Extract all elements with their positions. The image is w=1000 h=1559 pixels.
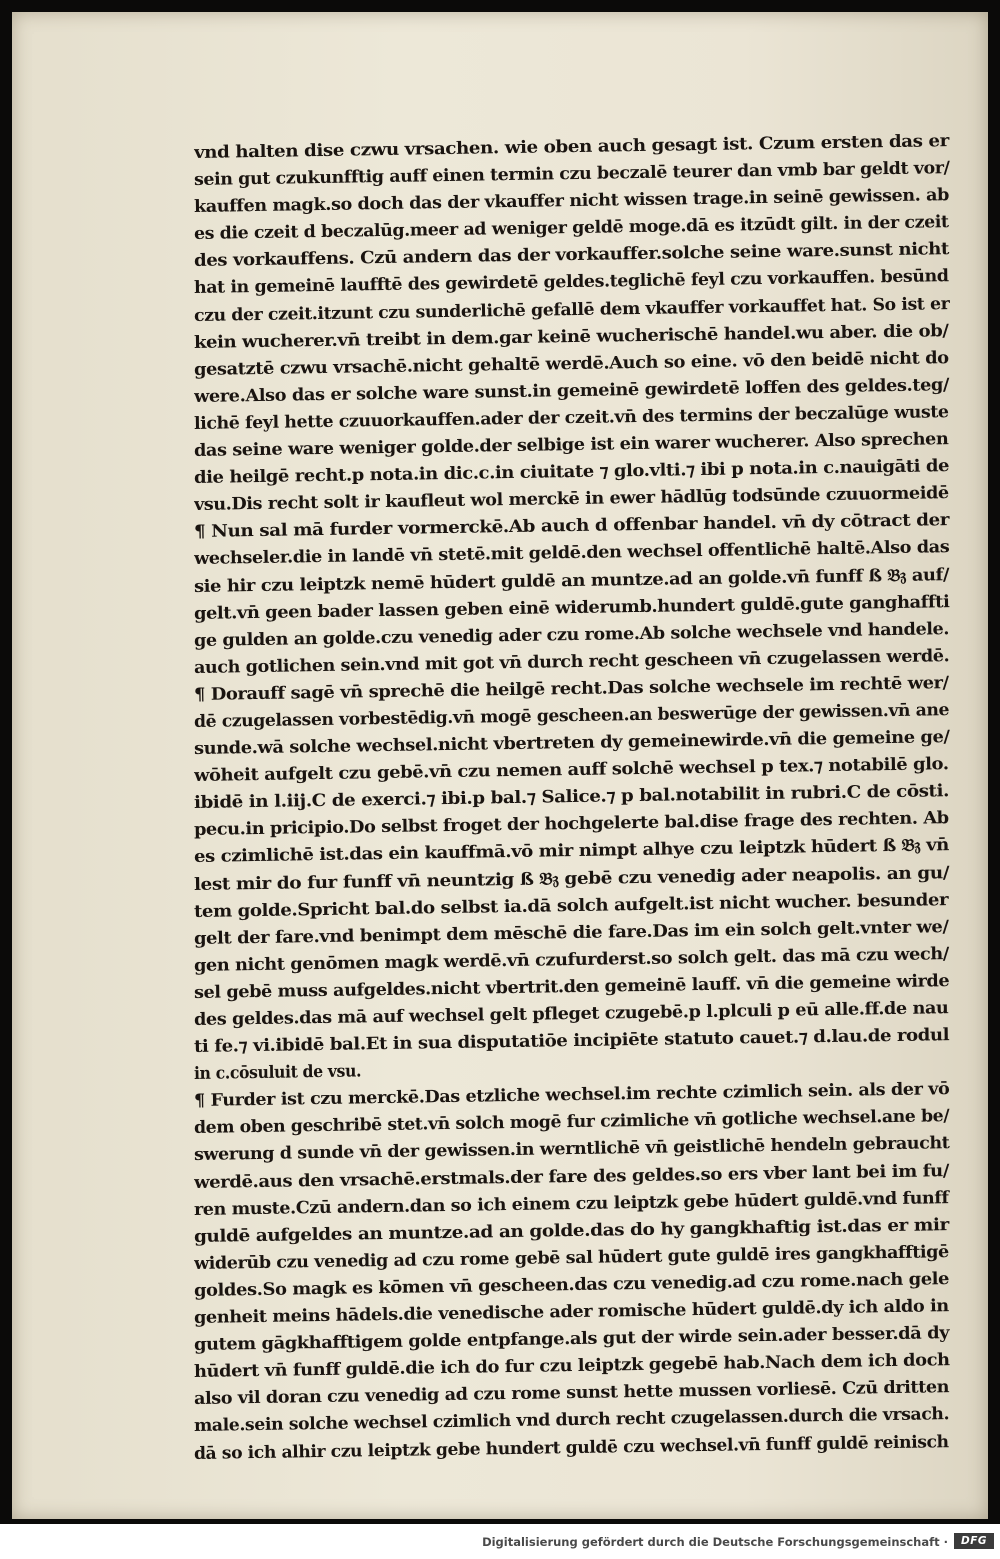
book-page — [12, 12, 988, 1519]
text-line: genheit meins hādels.die venedische ader romische hūdert guldē.dy ich aldo in — [193, 1296, 949, 1329]
text-line: dē czugelassen vorbestēdig.vn̄ mogē gescheen.an beswerūge der gewissen.vn̄ ane — [193, 700, 950, 732]
text-line: gutem gāgkhafftigem golde entpfange.als gut der wirde sein.ader besser.dā dy — [193, 1323, 950, 1356]
text-line: czu der czeit.itzunt czu sunderlichē gefallē dem vkauffer vorkauffet hat. So ist er — [193, 293, 950, 326]
text-line: dā so ich alhir czu leiptzk gebe hundert guldē czu wechsel.vn̄ funff guldē reinisch — [193, 1431, 949, 1464]
footer-bar — [0, 1524, 1000, 1559]
text-line: sunde.wā solche wechsel.nicht vbertreten dy gemeinewirde.vn̄ die gemeine ge/ — [193, 727, 950, 760]
text-line: gen nicht genōmen magk werdē.vn̄ czufurderst.so solch gelt. das mā czu wech/ — [193, 943, 950, 976]
text-line: ¶ Furder ist czu merckē.Das etzliche wechsel.im rechte czimlich sein. als der vō — [193, 1079, 950, 1112]
text-line: ibidē in l.iij.C de exerci.⁊ ibi.p bal.⁊ Salice.⁊ p bal.notabilit in rubri.C de cōsti. — [193, 781, 950, 814]
text-line: das seine ware weniger golde.der selbige ist ein warer wucherer. Also sprechen — [193, 429, 949, 462]
text-line: sel gebē muss aufgeldes.nicht vbertrit.den gemeinē lauff. vn̄ die gemeine wirde — [193, 971, 950, 1003]
text-line: des vorkauffens. Czū andern das der vorkauffer.solche seine ware.sunst nicht — [193, 239, 950, 272]
dfg-logo: DFG — [954, 1533, 994, 1549]
text-line: pecu.in pricipio.Do selbst froget der hochgelerte bal.dise frage des rechten. Ab — [193, 808, 949, 841]
text-line: swerung d sunde vn̄ der gewissen.in werntlichē vn̄ geistlichē hendeln gebraucht — [193, 1133, 950, 1166]
text-line: vnd halten dise czwu vrsachen. wie oben auch gesagt ist. Czum ersten das er — [193, 131, 949, 163]
text-line: kein wucherer.vn̄ treibt in dem.gar keinē wucherischē handel.wu aber. die ob/ — [193, 320, 949, 353]
text-line: lichē feyl hette czuuorkauffen.ader der czeit.vn̄ des termins der beczalūge wuste — [193, 402, 949, 434]
text-line: wōheit aufgelt czu gebē.vn̄ czu nemen auff solchē wechsel p tex.⁊ notabilē glo. — [193, 754, 949, 787]
text-line: sein gut czukunfftig auff einen termin czu beczalē teurer dan vmb bar geldt vor/ — [193, 158, 950, 191]
text-line: sie hir czu leiptzk nemē hūdert guldē an muntze.ad an golde.vn̄ funff ß 𝔅𝔷 auf/ — [193, 564, 950, 597]
text-line: ge gulden an golde.czu venedig ader czu rome.Ab solche wechsele vnd handele. — [193, 618, 950, 651]
text-line: ¶ Dorauff sagē vn̄ sprechē die heilgē recht.Das solche wechsele im rechtē wer/ — [193, 673, 949, 705]
text-line: ¶ Nun sal mā furder vormerckē.Ab auch d offenbar handel. vn̄ dy cōtract der — [193, 510, 950, 543]
text-line: were.Also das er solche ware sunst.in gemeinē gewirdetē loffen des geldes.teg/ — [193, 374, 950, 407]
text-line: ti fe.⁊ vi.ibidē bal.Et in sua disputatiōe incipiēte statuto cauet.⁊ d.lau.de rodul — [193, 1025, 950, 1058]
text-line: male.sein solche wechsel czimlich vnd durch recht czugelassen.durch die vrsach. — [193, 1404, 950, 1437]
text-line: es die czeit d beczalūg.meer ad weniger geldē moge.dā es itzūdt gilt. in der czeit — [193, 212, 949, 245]
text-line: gesatztē czwu vrsachē.nicht gehaltē werdē.Auch so eine. vō den beidē nicht do — [193, 347, 949, 380]
text-line: es czimlichē ist.das ein kauffmā.vō mir nimpt alhye czu leiptzk hūdert ß 𝔅𝔷 vn̄ — [193, 835, 950, 868]
text-line: werdē.aus den vrsachē.erstmals.der fare des geldes.so ers vber lant bei im fu/ — [193, 1160, 950, 1193]
text-line: tem golde.Spricht bal.do selbst ia.dā solch aufgelt.ist nicht wucher. besunder — [193, 889, 949, 922]
text-line: widerūb czu venedig ad czu rome gebē sal hūdert gute guldē ires gangkhafftigē — [193, 1241, 949, 1274]
text-line: des geldes.das mā auf wechsel gelt pfleget czugebē.p l.plculi p eū alle.ff.de nau — [193, 998, 949, 1030]
text-line: vsu.Dis recht solt ir kaufleut wol merckē in ewer hādlūg todsūnde czuuormeidē — [193, 483, 949, 516]
text-line: in c.cōsuluit de vsu. — [193, 1061, 362, 1085]
text-line: lest mir do fur funff vn̄ neuntzig ß 𝔅𝔷 gebē czu venedig ader neapolis. an gu/ — [193, 862, 950, 895]
text-line: die heilgē recht.p nota.in dic.c.in ciuitate ⁊ glo.vlti.⁊ ibi p nota.in c.nauigāti de — [193, 456, 950, 489]
text-line: goldes.So magk es kōmen vn̄ gescheen.das czu venedig.ad czu rome.nach gele — [193, 1269, 950, 1301]
text-line: guldē aufgeldes an muntze.ad an golde.das do hy gangkhaftig ist.das er mir — [193, 1214, 949, 1247]
text-line: also vil doran czu venedig ad czu rome sunst hette mussen vorliesē. Czū dritten — [193, 1377, 950, 1410]
text-line: kauffen magk.so doch das der vkauffer nicht wissen trage.in seinē gewissen. ab — [193, 185, 950, 218]
funding-credit: Digitalisierung gefördert durch die Deutsche Forschungsgemeinschaft · — [482, 1535, 948, 1549]
text-line: hat in gemeinē laufftē des gewirdetē geldes.teglichē feyl czu vorkauffen. besūnd — [193, 266, 949, 299]
blackletter-text-block — [193, 131, 954, 1468]
text-line: auch gotlichen sein.vnd mit got vn̄ durch recht gescheen vn̄ czugelassen werdē. — [193, 645, 950, 678]
text-line: wechseler.die in landē vn̄ stetē.mit geldē.den wechsel offentlichē haltē.Also das — [193, 537, 950, 570]
text-line: gelt der fare.vnd benimpt dem mēschē die fare.Das im ein solch gelt.vnter we/ — [193, 916, 949, 949]
text-line: gelt.vn̄ geen bader lassen geben einē widerumb.hundert guldē.gute ganghaffti — [193, 591, 950, 624]
text-line: dem oben geschribē stet.vn̄ solch mogē fur czimliche vn̄ gotliche wechsel.ane be/ — [193, 1106, 950, 1139]
text-line: hūdert vn̄ funff guldē.die ich do fur czu leiptzk gegebē hab.Nach dem ich doch — [193, 1350, 950, 1383]
text-line: ren muste.Czū andern.dan so ich einem czu leiptzk gebe hūdert guldē.vnd funff — [193, 1187, 949, 1220]
